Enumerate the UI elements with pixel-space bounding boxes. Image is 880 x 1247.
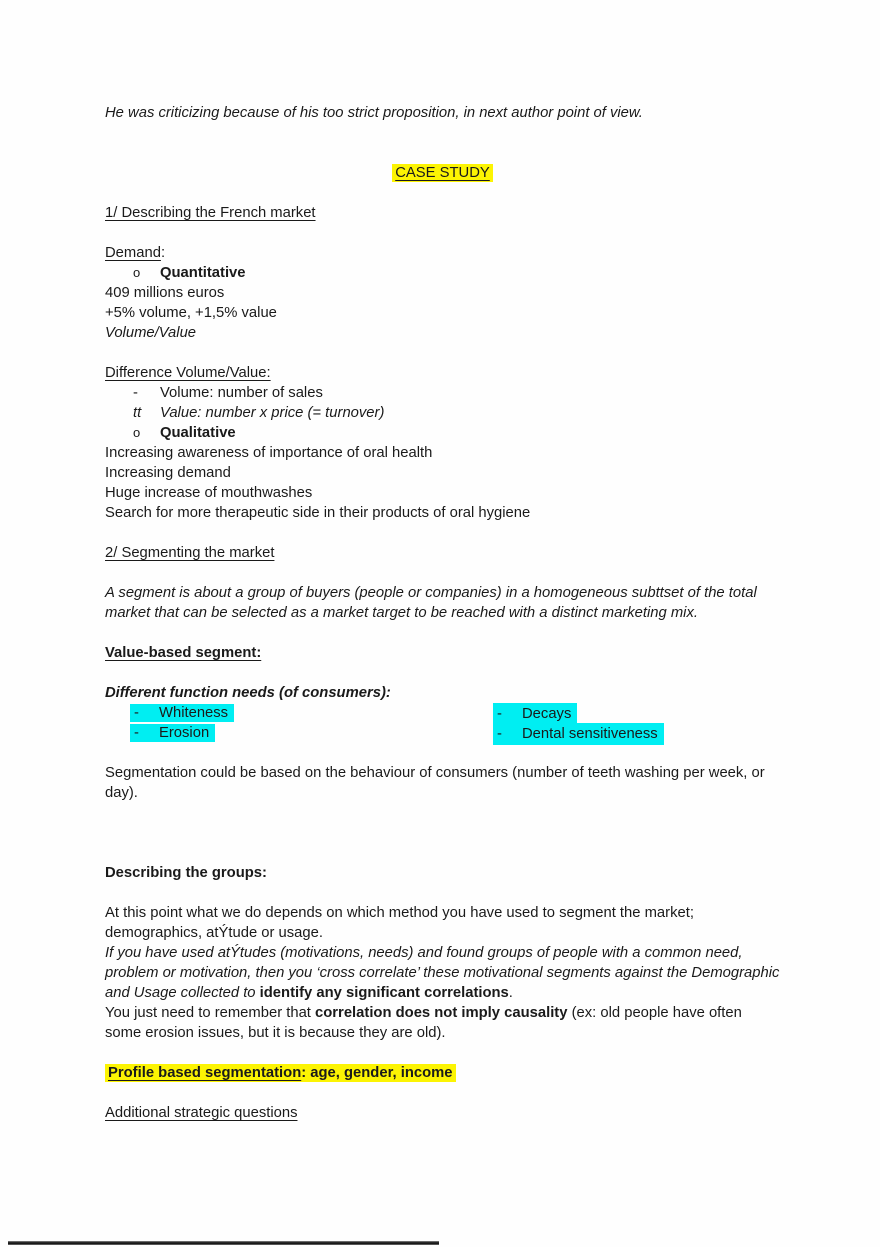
needs-row-2	[105, 723, 780, 743]
dash-bullet-icon: -	[133, 385, 138, 401]
profile-label: Profile based segmentation	[108, 1065, 302, 1081]
need-decays	[493, 703, 577, 725]
qualitative-label: Qualitative	[160, 425, 236, 441]
need-erosion	[130, 724, 215, 742]
additional-questions-text: Additional strategic questions	[105, 1105, 298, 1121]
sentence-period: .	[508, 985, 513, 1001]
spacer	[105, 883, 780, 903]
section1-heading-text: 1/ Describing the French market	[105, 205, 316, 221]
spacer	[105, 123, 780, 163]
dash-bullet-icon: -	[497, 706, 502, 722]
profile-highlight	[105, 1064, 456, 1082]
qualitative-line-2: Increasing demand	[105, 465, 231, 481]
cross-correlate-paragraph	[105, 943, 780, 1003]
describing-groups-heading: Describing the groups:	[105, 865, 267, 881]
need-decays-text: Decays	[522, 706, 572, 722]
bullet-quantitative	[105, 263, 780, 283]
value-based-heading	[105, 643, 780, 663]
spacer	[105, 523, 780, 543]
spacer	[105, 1083, 780, 1103]
demand-colon: :	[160, 245, 166, 261]
identify-correlations-bold: identify any significant correlations	[259, 985, 509, 1001]
case-study-highlight: CASE STUDY	[392, 164, 493, 182]
volume-def-text: Volume: number of sales	[160, 385, 323, 401]
section2-heading-text: 2/ Segmenting the market	[105, 545, 275, 561]
growth-line: +5% volume, +1,5% value	[105, 305, 277, 321]
value-def-text: Value: number x price (= turnover)	[160, 405, 385, 421]
need-whiteness-text: Whiteness	[159, 705, 229, 721]
bullet-volume-def	[105, 383, 780, 403]
market-size-line: 409 millions euros	[105, 285, 225, 301]
quantitative-label: Quantitative	[160, 265, 246, 281]
spacer	[105, 1043, 780, 1063]
causality-pre: You just need to remember that	[105, 1005, 316, 1021]
spacer	[105, 743, 780, 763]
difference-heading-text: Difference Volume/Value:	[105, 365, 271, 381]
need-dental-text: Dental sensitiveness	[522, 726, 658, 742]
profile-rest: : age, gender, income	[301, 1065, 453, 1081]
spacer	[105, 663, 780, 683]
additional-questions-heading	[105, 1103, 780, 1123]
spacer	[105, 183, 780, 203]
demand-label: Demand	[105, 245, 161, 261]
dash-bullet-icon: -	[134, 725, 139, 741]
segment-definition: A segment is about a group of buyers (people or companies) in a homogeneous subttset of the total market that can be selected as a market target to be reached with a distinct marketing mix.	[105, 585, 757, 621]
intro-paragraph: He was criticizing because of his too strict proposition, in next author point of view.	[105, 105, 643, 121]
bullet-qualitative	[105, 423, 780, 443]
qualitative-line-3: Huge increase of mouthwashes	[105, 485, 313, 501]
bullet-value-def	[105, 403, 780, 423]
case-study-heading	[105, 163, 780, 183]
causality-paragraph	[105, 1003, 780, 1043]
tt-bullet-icon: tt	[133, 405, 142, 421]
need-erosion-text: Erosion	[159, 725, 210, 741]
causality-bold: correlation does not imply causality	[315, 1005, 568, 1021]
qualitative-line-1: Increasing awareness of importance of oral health	[105, 445, 433, 461]
function-needs-heading: Different function needs (of consumers):	[105, 685, 391, 701]
behaviour-paragraph: Segmentation could be based on the behaviour of consumers (number of teeth washing per week, or day).	[105, 765, 765, 801]
spacer	[105, 803, 780, 863]
needs-row-1	[105, 703, 780, 723]
spacer	[105, 343, 780, 363]
circle-bullet-icon: o	[133, 265, 141, 280]
section1-heading	[105, 203, 780, 223]
volume-value-line: Volume/Value	[105, 325, 197, 341]
spacer	[105, 623, 780, 643]
need-dental	[493, 723, 664, 745]
spacer	[105, 563, 780, 583]
qualitative-line-4: Search for more therapeutic side in their products of oral hygiene	[105, 505, 531, 521]
page-bottom-rule	[8, 1241, 439, 1245]
dash-bullet-icon: -	[497, 726, 502, 742]
difference-heading	[105, 363, 780, 383]
section2-heading	[105, 543, 780, 563]
demand-heading	[105, 243, 780, 263]
profile-segmentation-line	[105, 1063, 780, 1083]
circle-bullet-icon: o	[133, 425, 141, 440]
spacer	[105, 223, 780, 243]
need-whiteness	[130, 704, 234, 722]
document-content	[105, 103, 780, 1123]
causality-post: (ex: old people have often some erosion issues, but it is because they are old).	[105, 1005, 742, 1041]
cross-correlate-italic: If you have used atÝtudes (motivations, needs) and found groups of people with a common need, problem or motivation, then you ‘cross correlate’ these motivational segments against the Demographic and Usage collected to	[105, 945, 780, 1001]
value-based-text: Value-based segment:	[105, 645, 262, 661]
dash-bullet-icon: -	[134, 705, 139, 721]
methods-paragraph: At this point what we do depends on which method you have used to segment the market; demographics, atÝtude or usage.	[105, 905, 694, 941]
